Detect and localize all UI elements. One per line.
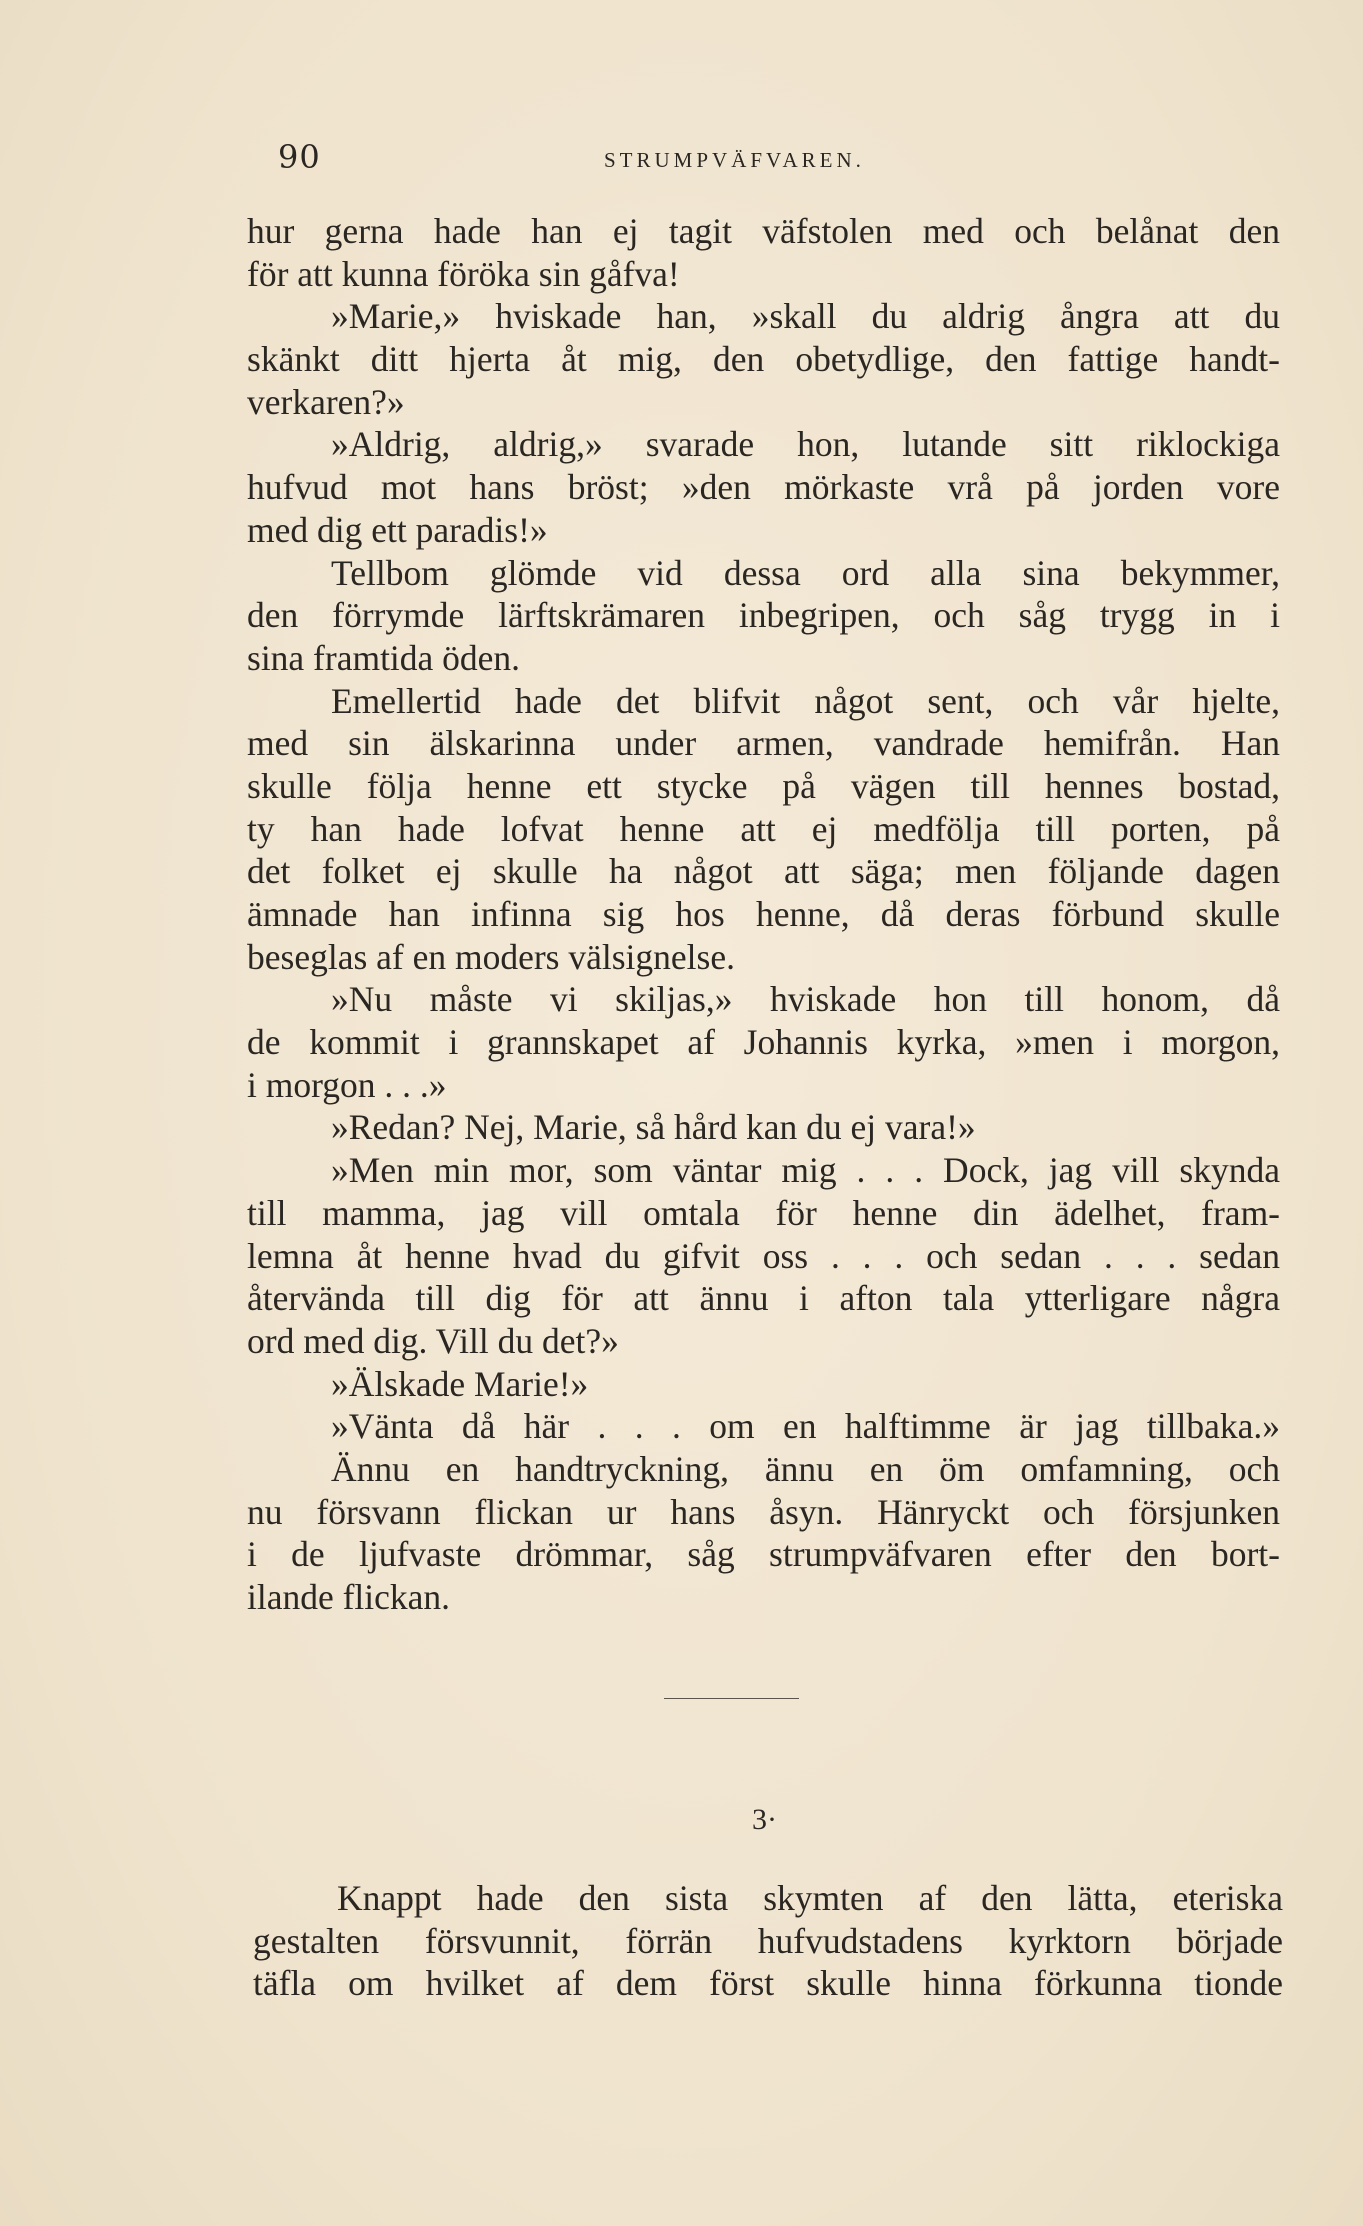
- text-line: den förrymde lärftskrämaren inbegripen, och såg trygg in i: [247, 595, 1280, 636]
- text-line: de kommit i grannskapet af Johannis kyrka, »men i morgon,: [247, 1022, 1280, 1063]
- text-line: »Marie,» hviskade han, »skall du aldrig ångra att du: [331, 296, 1280, 337]
- passage-text: [247, 210, 1280, 1619]
- text-line: i de ljufvaste drömmar, såg strumpväfvaren efter den bort-: [247, 1534, 1280, 1575]
- section-text: [253, 1877, 1283, 2005]
- text-line: Ännu en handtryckning, ännu en öm omfamning, och: [331, 1448, 1280, 1489]
- text-line: ty han hade lofvat henne att ej medfölja till porten, på: [247, 808, 1280, 849]
- text-line: beseglas af en moders välsignelse.: [247, 936, 735, 977]
- text-line: det folket ej skulle ha något att säga; men följande dagen: [247, 851, 1280, 892]
- text-line: till mamma, jag vill omtala för henne din ädelhet, fram-: [247, 1192, 1280, 1233]
- text-line: ämnade han infinna sig hos henne, då deras förbund skulle: [247, 894, 1280, 934]
- text-line: Knappt hade den sista skymten af den lätta, eteriska: [337, 1878, 1283, 1918]
- text-line: Tellbom glömde vid dessa ord alla sina bekymmer,: [331, 552, 1280, 593]
- text-line: »Vänta då här . . . om en halftimme är jag tillbaka.»: [331, 1406, 1280, 1447]
- text-line: för att kunna föröka sin gåfva!: [247, 253, 680, 294]
- text-line: hufvud mot hans bröst; »den mörkaste vrå på jorden vore: [247, 467, 1280, 508]
- text-line: skulle följa henne ett stycke på vägen till hennes bostad,: [247, 765, 1280, 806]
- text-line: Emellertid hade det blifvit något sent, och vår hjelte,: [331, 680, 1280, 721]
- text-line: gestalten försvunnit, förrän hufvudstadens kyrktorn började: [253, 1920, 1283, 1961]
- text-line: ilande flickan.: [247, 1577, 451, 1617]
- running-head: STRUMPVÄFVAREN.: [604, 148, 865, 172]
- text-line: återvända till dig för att ännu i afton tala ytterligare några: [247, 1278, 1280, 1319]
- page-number: 90: [278, 138, 321, 176]
- text-line: nu försvann flickan ur hans åsyn. Hänryckt och försjunken: [247, 1491, 1280, 1532]
- section-divider: [664, 1698, 799, 1699]
- section-number: 3·: [752, 1803, 777, 1836]
- text-line: med sin älskarinna under armen, vandrade hemifrån. Han: [247, 723, 1280, 764]
- text-line: »Redan? Nej, Marie, så hård kan du ej vara!»: [331, 1107, 976, 1148]
- text-line: i morgon . . .»: [247, 1064, 447, 1105]
- text-line: lemna åt henne hvad du gifvit oss . . . och sedan . . . sedan: [247, 1235, 1280, 1276]
- text-line: »Älskade Marie!»: [331, 1363, 589, 1404]
- text-line: »Aldrig, aldrig,» svarade hon, lutande sitt riklockiga: [331, 424, 1280, 465]
- text-line: täfla om hvilket af dem först skulle hinna förkunna tionde: [253, 1963, 1283, 2004]
- text-line: »Nu måste vi skiljas,» hviskade hon till honom, då: [331, 979, 1280, 1020]
- text-line: hur gerna hade han ej tagit väfstolen med och belånat den: [247, 211, 1280, 251]
- text-line: skänkt ditt hjerta åt mig, den obetydlige, den fattige handt-: [247, 339, 1280, 380]
- text-line: »Men min mor, som väntar mig . . . Dock, jag vill skynda: [331, 1150, 1280, 1191]
- text-line: sina framtida öden.: [247, 637, 521, 678]
- text-line: verkaren?»: [247, 381, 405, 422]
- text-line: ord med dig. Vill du det?»: [247, 1320, 619, 1361]
- text-line: med dig ett paradis!»: [247, 509, 548, 550]
